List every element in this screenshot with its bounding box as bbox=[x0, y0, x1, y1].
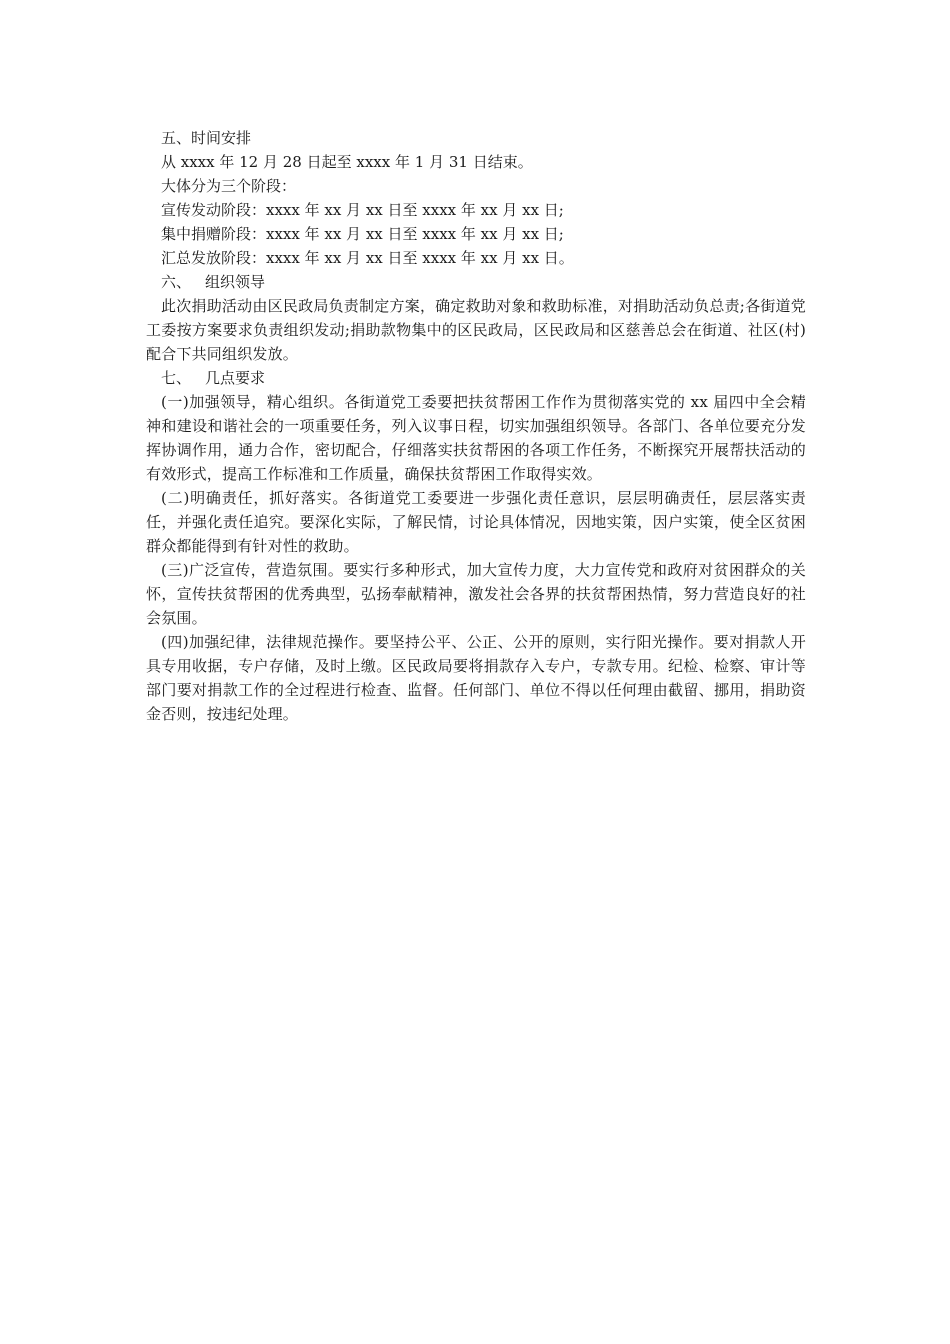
phases-intro-line: 大体分为三个阶段： bbox=[161, 177, 297, 195]
requirement-paragraph-1: (一)加强领导，精心组织。各街道党工委要把扶贫帮困工作作为贯彻落实党的 xx 届四中全会精神和建设和谐社会的一项重要任务，列入议事日程，切实加强组织领导。各部门、各单位要充分发挥协调作用，通力合作，密切配合，仔细落实扶贫帮困的各项工作任务，不断探究开展帮扶活动的有效形式，提高工作标准和工作质量，确保扶贫帮困工作取得实效。 bbox=[146, 393, 806, 483]
section-5-heading: 五、时间安排 bbox=[161, 129, 252, 147]
section-6-heading bbox=[146, 270, 806, 294]
section-6-title: 组织领导 bbox=[205, 273, 266, 291]
section-6-paragraph: 此次捐助活动由区民政局负责制定方案，确定救助对象和救助标准，对捐助活动负总责;各街道党工委按方案要求负责组织发动;捐助款物集中的区民政局，区民政局和区慈善总会在街道、社区(村)配合下共同组织发放。 bbox=[146, 297, 806, 363]
requirement-paragraph-4: (四)加强纪律，法律规范操作。要坚持公平、公正、公开的原则，实行阳光操作。要对捐款人开具专用收据，专户存储，及时上缴。区民政局要将捐款存入专户，专款专用。纪检、检察、审计等部门要对捐款工作的全过程进行检查、监督。任何部门、单位不得以任何理由截留、挪用，捐助资金否则，按违纪处理。 bbox=[146, 633, 806, 723]
section-6-number: 六、 bbox=[161, 273, 192, 291]
section-7-number: 七、 bbox=[161, 369, 192, 387]
phase-donation-line: 集中捐赠阶段：xxxx 年 xx 月 xx 日至 xxxx 年 xx 月 xx 日; bbox=[161, 225, 564, 243]
section-7-title: 几点要求 bbox=[205, 369, 266, 387]
requirement-paragraph-3: (三)广泛宣传，营造氛围。要实行多种形式，加大宣传力度，大力宣传党和政府对贫困群众的关怀，宣传扶贫帮困的优秀典型，弘扬奉献精神，激发社会各界的扶贫帮困热情，努力营造良好的社会氛围。 bbox=[146, 561, 806, 627]
phase-distribution-line: 汇总发放阶段：xxxx 年 xx 月 xx 日至 xxxx 年 xx 月 xx 日。 bbox=[161, 249, 574, 267]
document-body bbox=[146, 126, 806, 726]
time-range-line: 从 xxxx 年 12 月 28 日起至 xxxx 年 1 月 31 日结束。 bbox=[161, 153, 533, 171]
section-7-heading bbox=[146, 366, 806, 390]
requirement-paragraph-2: (二)明确责任，抓好落实。各街道党工委要进一步强化责任意识，层层明确责任，层层落实责任，并强化责任追究。要深化实际，了解民情，讨论具体情况，因地实策，因户实策，使全区贫困群众都能得到有针对性的救助。 bbox=[146, 489, 806, 555]
phase-publicity-line: 宣传发动阶段：xxxx 年 xx 月 xx 日至 xxxx 年 xx 月 xx 日; bbox=[161, 201, 564, 219]
